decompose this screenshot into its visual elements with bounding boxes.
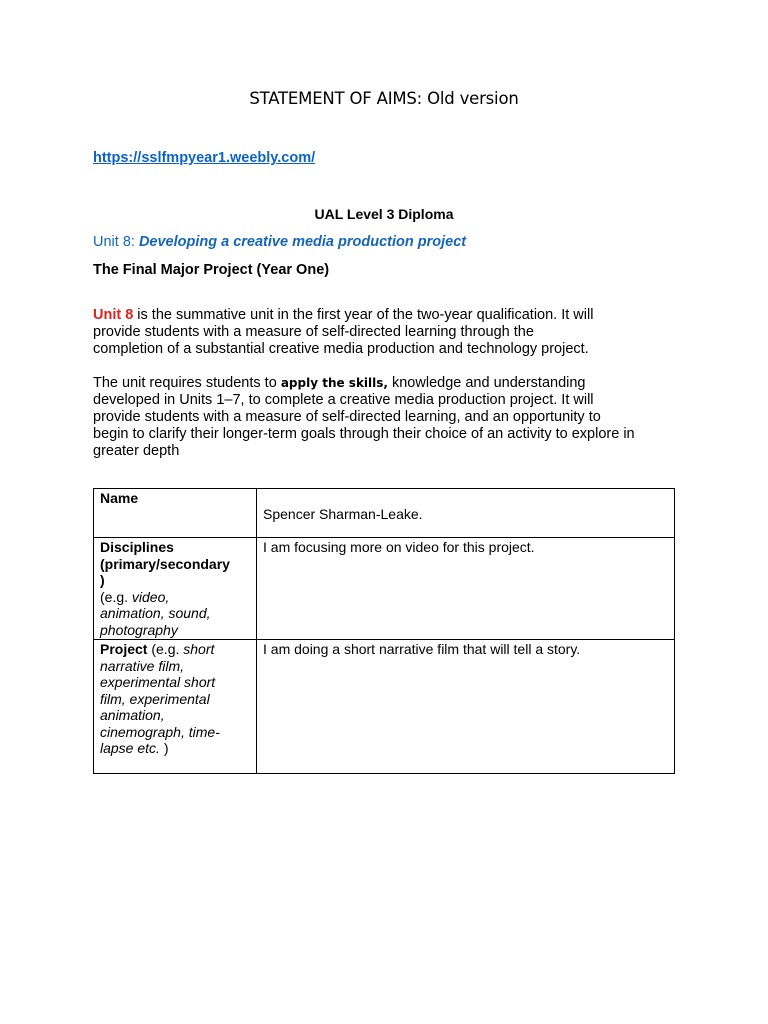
paragraph-text: provide students with a measure of self-directed learning through the [93,324,534,340]
project-example: (e.g. [147,641,184,657]
table-label-cell [94,538,257,640]
disciplines-example: video, [131,588,170,605]
disciplines-value: I am focusing more on video for this project. [263,539,535,555]
table-value-cell [257,538,675,640]
disciplines-example: (e.g. [100,588,132,605]
disciplines-label: (primary/secondary [100,555,230,572]
table-value-cell [257,489,675,538]
table-value-cell [257,640,675,774]
unit-title: Developing a creative media production project [138,234,467,250]
paragraph-text: completion of a substantial creative media production and technology project. [93,341,589,357]
intro-paragraph [93,307,683,358]
paragraph-text: begin to clarify their longer-term goals through their choice of an activity to explore in [93,426,635,442]
project-example: short [183,641,215,657]
table-label-cell [94,640,257,774]
table-row [94,640,675,774]
paragraph-text: The unit requires students to [93,375,281,391]
disciplines-label: ) [100,572,105,588]
project-example: ) [159,740,169,756]
paragraph-text: developed in Units 1–7, to complete a creative media production project. It will [93,392,594,408]
table-row [94,538,675,640]
final-project-heading: The Final Major Project (Year One) [93,262,330,278]
project-example: cinemograph, time- [100,723,220,740]
paragraph-text: is the summative unit in the first year of the two-year qualification. It will [133,307,594,323]
project-example: narrative film, [100,657,185,674]
project-example: lapse etc. [100,740,160,756]
project-example: experimental short [100,674,216,690]
disciplines-example: photography [100,621,178,638]
name-value: Spencer Sharman-Leake. [263,506,423,522]
disciplines-example: animation, sound, [100,605,211,621]
unit-label: Unit 8: [93,234,135,250]
project-example: film, experimental [100,690,210,707]
paragraph-text: greater depth [93,443,180,459]
unit-reference: Unit 8 [93,307,134,323]
project-example: animation, [100,707,165,723]
table-row [94,489,675,538]
project-label: Project [100,641,148,657]
requirements-paragraph [93,375,683,460]
website-link[interactable]: https://sslfmpyear1.weebly.com/ [93,150,316,166]
paragraph-text: provide students with a measure of self-directed learning, and an opportunity to [93,409,601,425]
name-label: Name [100,490,139,506]
diploma-heading: UAL Level 3 Diploma [314,206,454,222]
unit-heading [93,234,466,250]
page-title: STATEMENT OF AIMS: Old version [249,89,519,108]
paragraph-text: knowledge and understanding [387,375,586,391]
project-value: I am doing a short narrative film that will tell a story. [263,641,581,657]
disciplines-label: Disciplines [100,539,174,555]
emphasis-text: apply the skills, [280,376,388,390]
table-label-cell [94,489,257,538]
aims-table [93,488,675,774]
